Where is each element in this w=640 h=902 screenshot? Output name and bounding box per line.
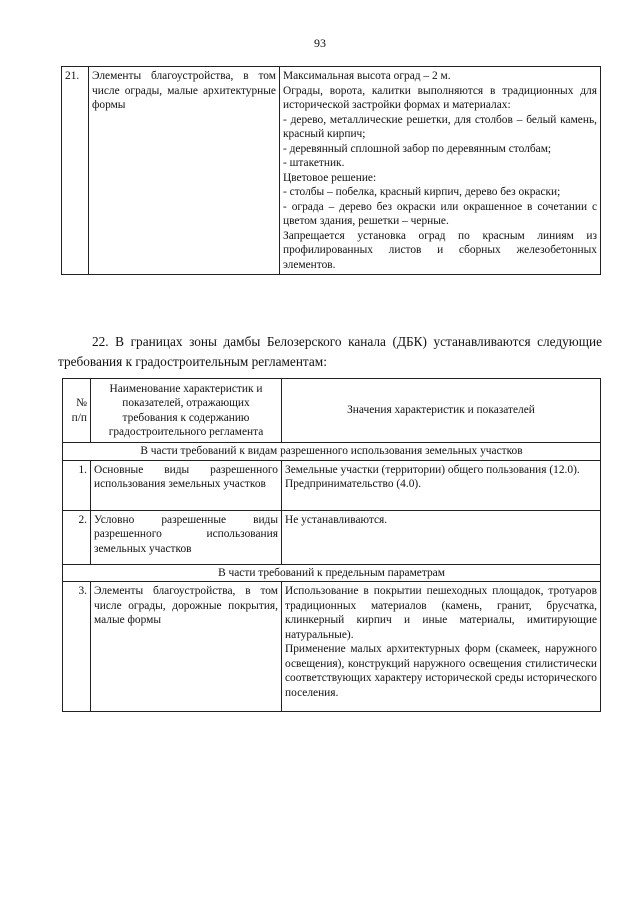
header-number: № п/п: [63, 379, 91, 443]
value-line: Предпринимательство (4.0).: [285, 478, 422, 490]
table-row: [63, 460, 601, 510]
header-values: Значения характеристик и показателей: [282, 379, 601, 443]
value-line: Не устанавливаются.: [285, 513, 388, 526]
characteristic-values: [282, 510, 601, 564]
characteristic-values: [282, 582, 601, 712]
section-paragraph: 22. В границах зоны дамбы Белозерского канала (ДБК) устанавливаются следующие требования к градостроительным регламентам:: [58, 334, 602, 369]
section-row: [63, 443, 601, 461]
zone-regulations-table: [62, 378, 601, 712]
row-number: 2.: [63, 510, 91, 564]
value-line: Ограды, ворота, калитки выполняются в традиционных для исторической застройки формах и материалах:: [283, 84, 597, 111]
value-line: - штакетник.: [283, 157, 345, 169]
value-line: - ограда – дерево без окраски или окрашенное в сочетании с цветом здания, решетки – черные.: [283, 200, 597, 227]
value-line: - столбы – побелка, красный кирпич, дерево без окраски;: [283, 186, 561, 198]
value-line: Использование в покрытии пешеходных площадок, тротуаров традиционных материалов (камень, гранит, брусчатка, клинкерный кирпич и иные материалы, имитирующие натуральные).: [285, 585, 597, 641]
header-name: Наименование характеристик и показателей, отражающих требования к содержанию градостроительного регламента: [91, 379, 282, 443]
value-line: Земельные участки (территории) общего пользования (12.0).: [285, 463, 580, 476]
value-line: Цветовое решение:: [283, 171, 377, 184]
characteristic-name: Элементы благоустройства, в том числе ограды, малые архитектурные формы: [89, 67, 280, 275]
table-row: [63, 582, 601, 712]
row-number: 1.: [63, 460, 91, 510]
row-number: 21.: [62, 67, 89, 275]
section-title: В части требований к видам разрешенного использования земельных участков: [63, 443, 601, 461]
section-row: [63, 564, 601, 582]
row-number: 3.: [63, 582, 91, 712]
value-line: Максимальная высота оград – 2 м.: [283, 70, 451, 82]
characteristic-values: [280, 67, 601, 275]
continued-regulations-table: [61, 66, 601, 275]
characteristic-name: Элементы благоустройства, в том числе ограды, дорожные покрытия, малые формы: [91, 582, 282, 712]
value-line: Применение малых архитектурных форм (скамеек, наружного освещения), конструкций наружного освещения стилистически соответствующих характеру исторической среды исторического поселения.: [285, 643, 597, 699]
page-number: 93: [314, 36, 326, 50]
characteristic-name: Условно разрешенные виды разрешенного использования земельных участков: [91, 510, 282, 564]
table-row: [62, 67, 601, 275]
value-line: Запрещается установка оград по красным линиям из профилированных листов и сборных железобетонных элементов.: [283, 229, 597, 271]
table-header-row: [63, 379, 601, 443]
value-line: - дерево, металлические решетки, для столбов – белый камень, красный кирпич;: [283, 113, 597, 140]
table-row: [63, 510, 601, 564]
characteristic-values: [282, 460, 601, 510]
characteristic-name: Основные виды разрешенного использования земельных участков: [91, 460, 282, 510]
value-line: - деревянный сплошной забор по деревянным столбам;: [283, 142, 552, 155]
section-title: В части требований к предельным параметрам: [63, 564, 601, 582]
